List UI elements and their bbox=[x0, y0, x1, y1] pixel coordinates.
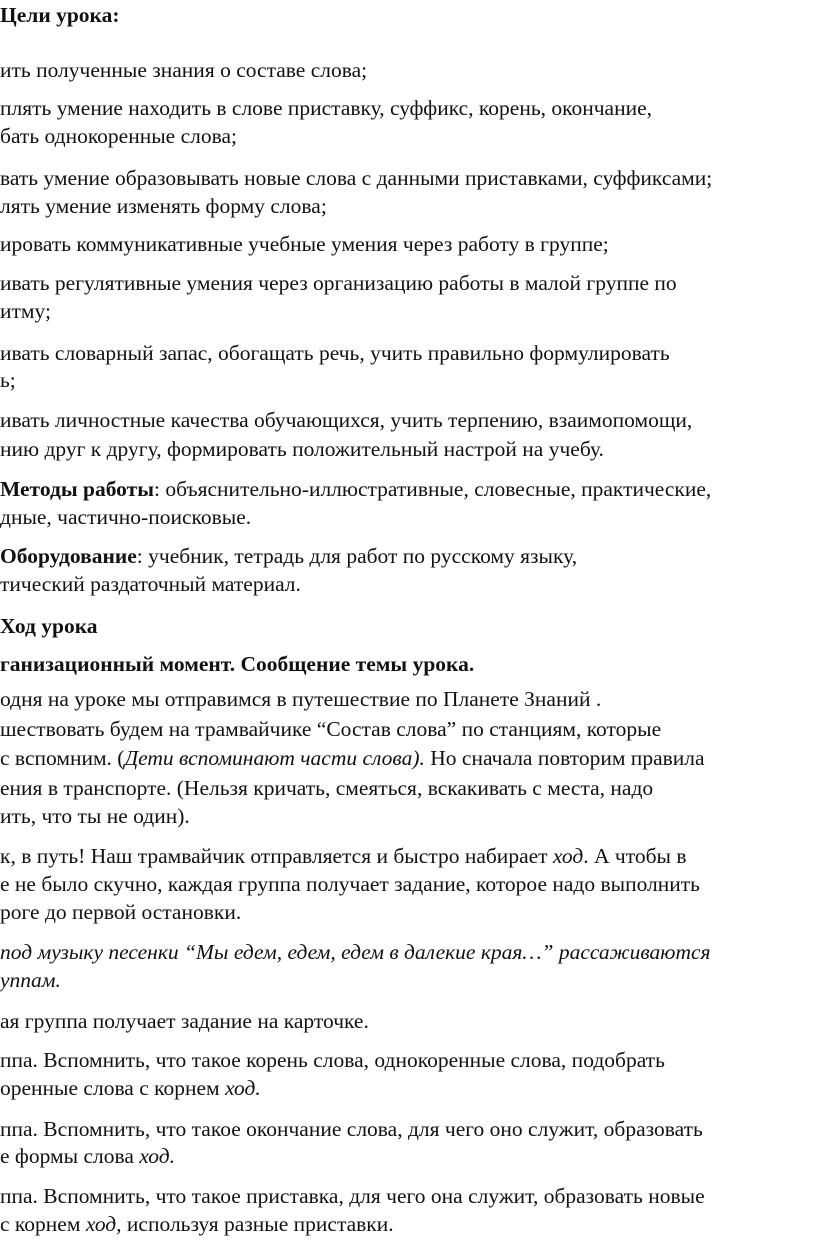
text-line bbox=[0, 686, 601, 712]
text-segment: Методы работы bbox=[0, 477, 154, 501]
text-line bbox=[0, 1116, 703, 1142]
text-line bbox=[0, 407, 692, 433]
text-line bbox=[0, 967, 61, 993]
text-segment: ход. bbox=[139, 1144, 175, 1168]
text-segment: к, в путь! Наш трамвайчик отправляется и быстро набирает bbox=[0, 844, 553, 868]
text-line bbox=[0, 571, 301, 597]
text-segment: ения в транспорте. (Нельзя кричать, смеяться, вскакивать с места, надо bbox=[0, 776, 654, 800]
text-line bbox=[0, 476, 711, 502]
text-line bbox=[0, 651, 474, 677]
text-line bbox=[0, 504, 251, 530]
text-segment: ивать словарный запас, обогащать речь, учить правильно формулировать bbox=[0, 341, 670, 365]
text-line bbox=[0, 2, 120, 28]
text-segment: Оборудование bbox=[0, 544, 137, 568]
text-segment: ход. bbox=[225, 1076, 261, 1100]
text-line bbox=[0, 543, 577, 569]
text-segment: тический раздаточный материал. bbox=[0, 572, 301, 596]
text-segment: ить, что ты не один). bbox=[0, 804, 190, 828]
text-segment: ивать личностные качества обучающихся, учить терпению, взаимопомощи, bbox=[0, 408, 693, 432]
text-segment: ая группа получает задание на карточке. bbox=[0, 1009, 369, 1033]
text-line bbox=[0, 193, 327, 219]
text-segment: ить полученные знания о составе слова; bbox=[0, 58, 368, 82]
text-line bbox=[0, 95, 652, 121]
text-line bbox=[0, 775, 653, 801]
text-segment: плять умение находить в слове приставку, суффикс, корень, окончание, bbox=[0, 96, 653, 120]
text-segment: Но сначала повторим правила bbox=[424, 746, 705, 770]
text-line bbox=[0, 1008, 369, 1034]
text-line bbox=[0, 899, 241, 925]
text-segment: вать умение образовывать новые слова с данными приставками, суффиксами; bbox=[0, 166, 713, 190]
text-segment: ировать коммуникативные учебные умения через работу в группе; bbox=[0, 232, 609, 256]
text-segment: . А чтобы в bbox=[583, 844, 687, 868]
text-segment: оренные слова с корнем bbox=[0, 1076, 226, 1100]
text-segment: используя разные приставки. bbox=[121, 1212, 394, 1236]
text-line bbox=[0, 298, 51, 324]
text-line bbox=[0, 716, 661, 742]
text-line bbox=[0, 939, 711, 965]
text-line bbox=[0, 1183, 705, 1209]
text-segment: ь; bbox=[0, 368, 16, 392]
text-line bbox=[0, 1211, 394, 1237]
text-line bbox=[0, 745, 705, 771]
text-line bbox=[0, 613, 98, 639]
text-line bbox=[0, 340, 670, 366]
text-segment: ход, bbox=[85, 1212, 122, 1236]
text-line bbox=[0, 231, 609, 257]
text-line bbox=[0, 803, 190, 829]
text-segment: с вспомним. ( bbox=[0, 746, 125, 770]
text-line bbox=[0, 57, 367, 83]
text-line bbox=[0, 436, 604, 462]
text-segment: е не было скучно, каждая группа получает задание, которое надо выполнить bbox=[0, 872, 700, 896]
text-segment: Цели урока: bbox=[0, 3, 120, 27]
text-line bbox=[0, 1075, 261, 1101]
text-line bbox=[0, 1143, 175, 1169]
text-segment: дные, частично-поисковые. bbox=[0, 505, 252, 529]
text-line bbox=[0, 871, 700, 897]
text-line bbox=[0, 1047, 665, 1073]
text-line bbox=[0, 123, 237, 149]
text-segment: : учебник, тетрадь для работ по русскому языку, bbox=[136, 544, 578, 568]
text-line bbox=[0, 367, 16, 393]
text-segment: лять умение изменять форму слова; bbox=[0, 194, 327, 218]
text-segment: нию друг к другу, формировать положительный настрой на учебу. bbox=[0, 437, 604, 461]
text-segment: с корнем bbox=[0, 1212, 86, 1236]
text-segment: : объяснительно-иллюстративные, словесные, практические, bbox=[154, 477, 712, 501]
text-segment: уппам. bbox=[0, 968, 61, 992]
text-segment: е формы слова bbox=[0, 1144, 140, 1168]
text-segment: ивать регулятивные умения через организацию работы в малой группе по bbox=[0, 271, 677, 295]
text-segment: ппа. Вспомнить, что такое корень слова, однокоренные слова, подобрать bbox=[0, 1048, 665, 1072]
text-segment: Дети вспоминают части слова). bbox=[124, 746, 425, 770]
text-segment: шествовать будем на трамвайчике “Состав слова” по станциям, которые bbox=[0, 717, 662, 741]
text-segment: ппа. Вспомнить, что такое приставка, для чего она служит, образовать новые bbox=[0, 1184, 705, 1208]
text-segment: одня на уроке мы отправимся в путешествие по Планете Знаний . bbox=[0, 687, 602, 711]
text-line bbox=[0, 843, 687, 869]
text-line bbox=[0, 165, 712, 191]
text-segment: ганизационный момент. Сообщение темы урока. bbox=[0, 652, 475, 676]
text-line bbox=[0, 270, 677, 296]
text-segment: Ход урока bbox=[0, 614, 98, 638]
text-segment: ход bbox=[552, 844, 584, 868]
text-segment: роге до первой остановки. bbox=[0, 900, 242, 924]
text-segment: ппа. Вспомнить, что такое окончание слова, для чего оно служит, образовать bbox=[0, 1117, 703, 1141]
text-segment: бать однокоренные слова; bbox=[0, 124, 238, 148]
text-segment: итму; bbox=[0, 299, 51, 323]
text-segment: под музыку песенки “Мы едем, едем, едем в далекие края…” рассаживаются bbox=[0, 940, 711, 964]
